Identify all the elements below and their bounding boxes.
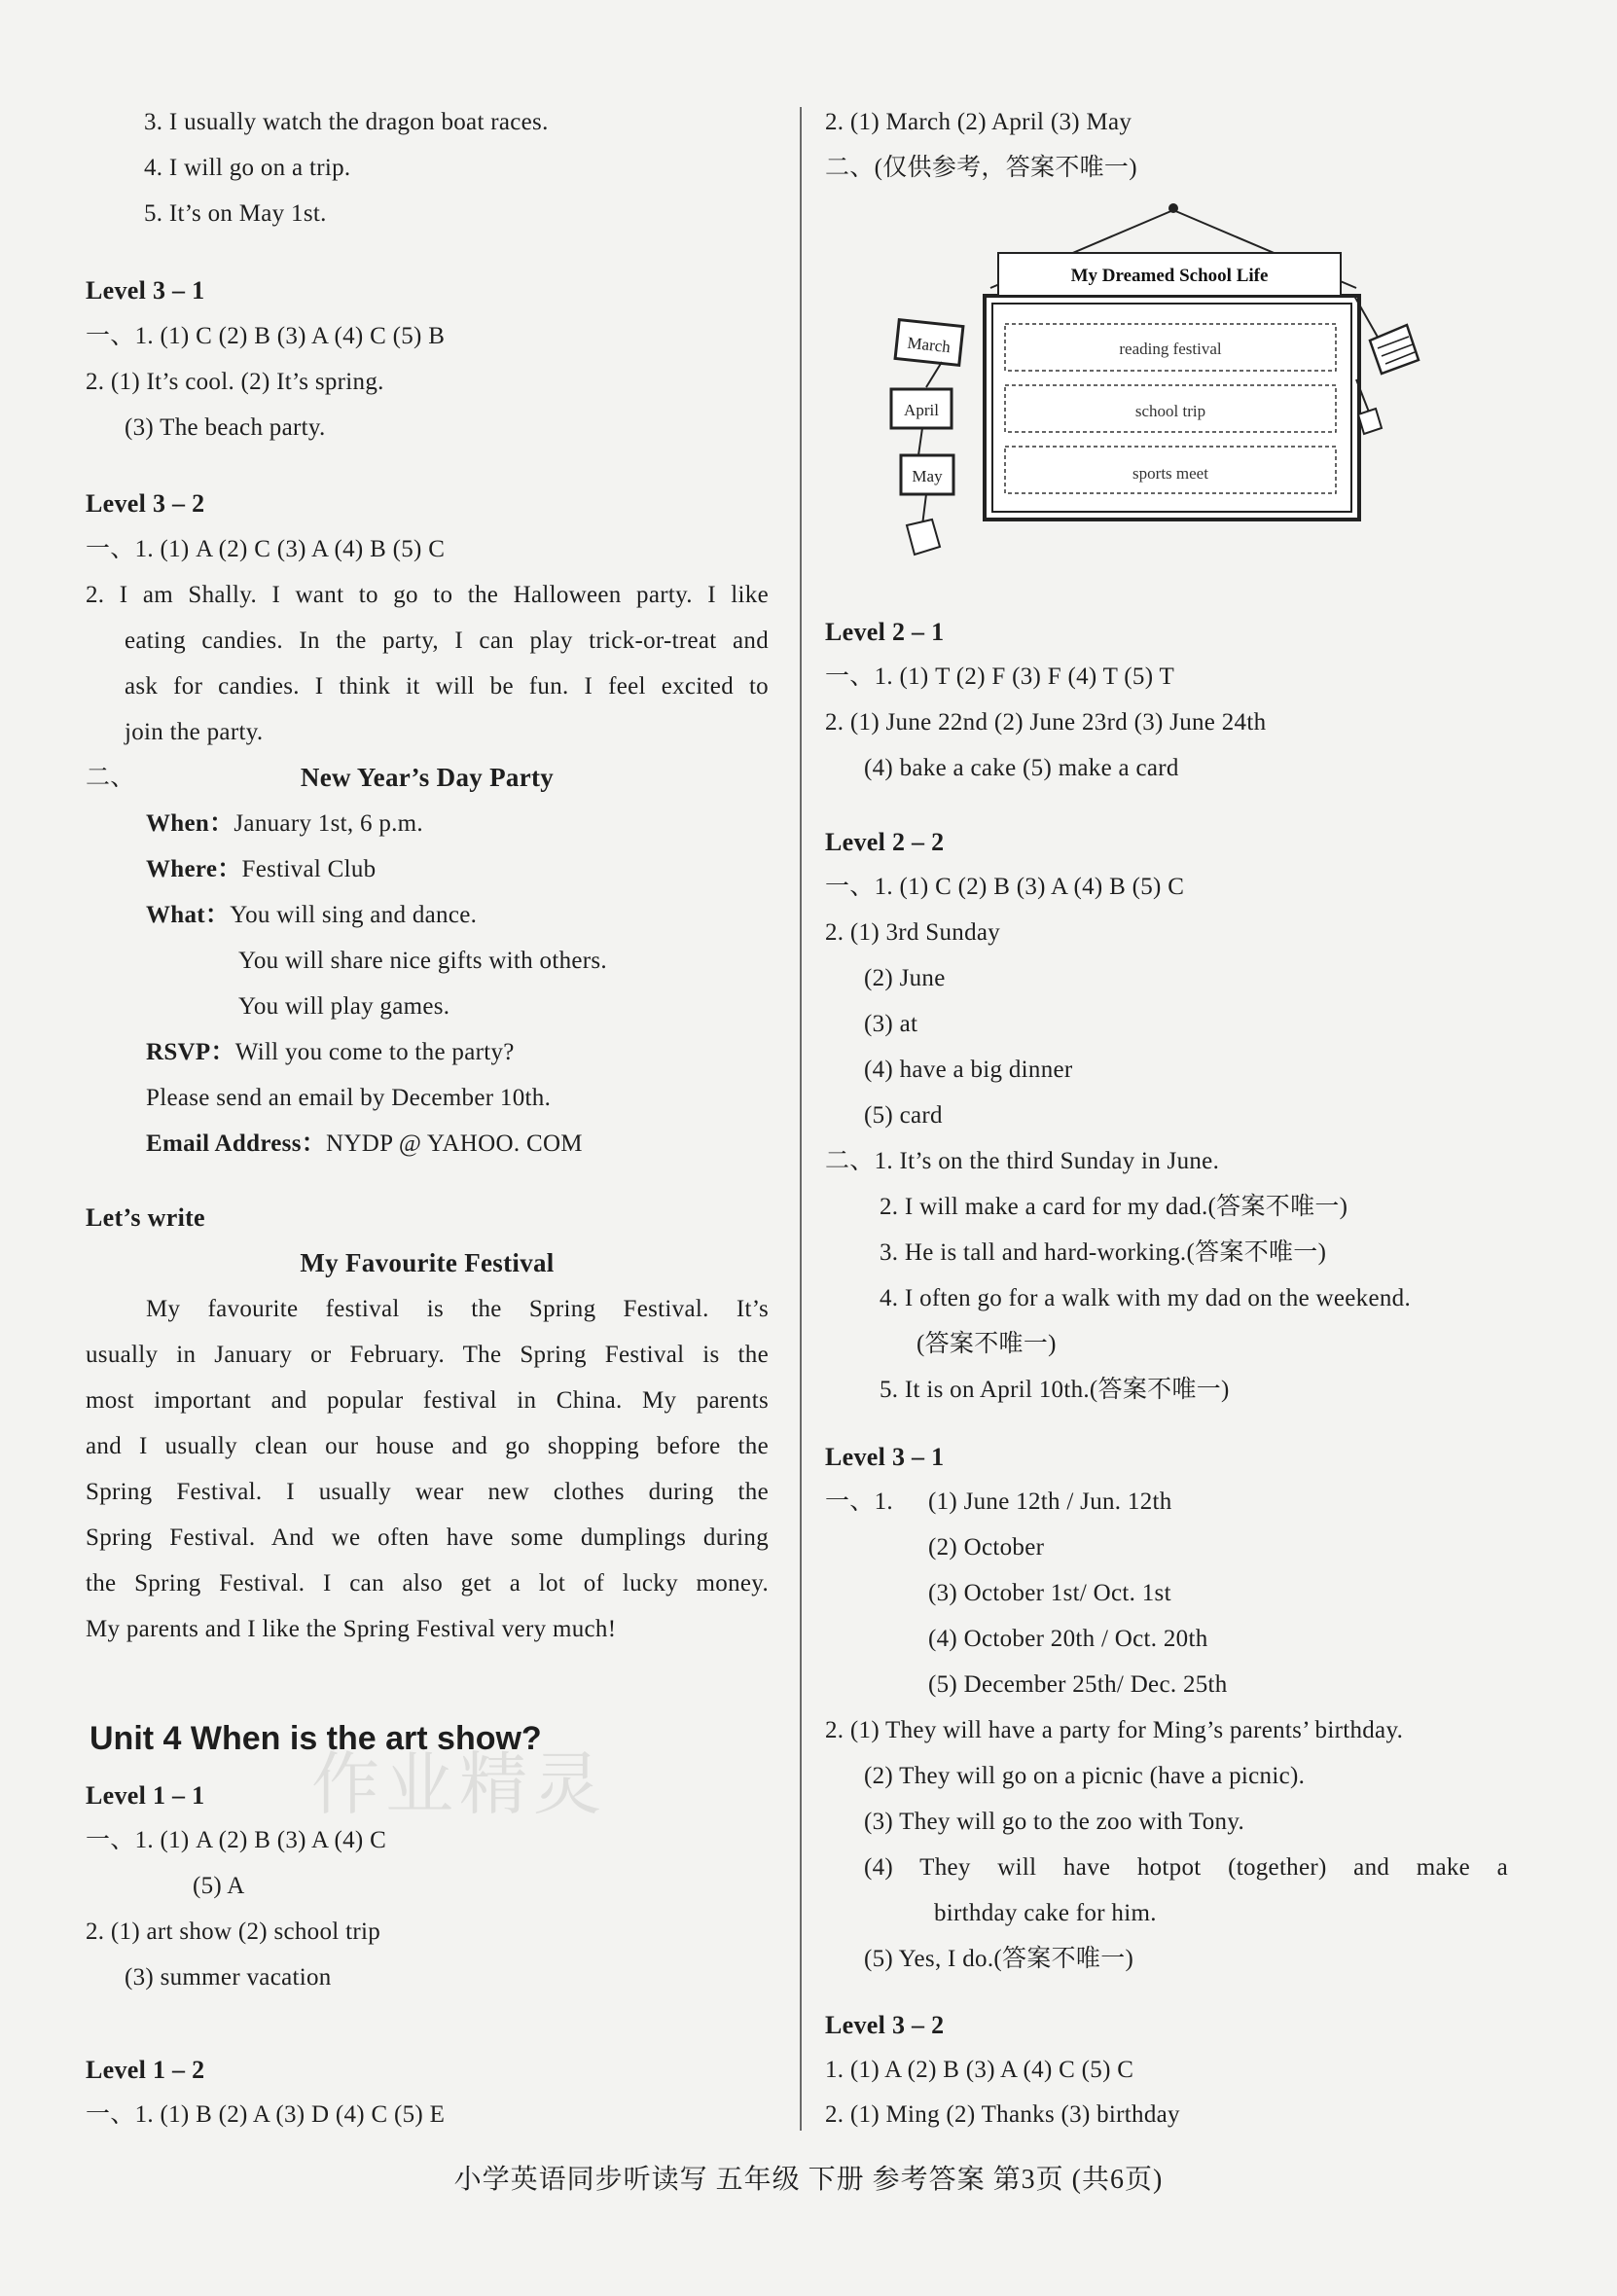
answer-line: (2) June bbox=[864, 965, 946, 991]
essay-line: Spring Festival. I usually wear new clothes during the bbox=[86, 1479, 769, 1505]
level-heading: Level 1 – 1 bbox=[86, 1781, 205, 1810]
essay-line: My parents and I like the Spring Festival very much! bbox=[86, 1616, 617, 1642]
answer-line: 4. I will go on a trip. bbox=[144, 155, 351, 181]
rsvp-value: Will you come to the party? bbox=[234, 1039, 515, 1065]
level-heading: Level 3 – 2 bbox=[825, 2011, 945, 2039]
answer-line: 5. It’s on May 1st. bbox=[144, 200, 327, 227]
answer-line: (3) October 1st/ Oct. 1st bbox=[928, 1580, 1171, 1606]
answer-line: (4) have a big dinner bbox=[864, 1057, 1073, 1083]
paragraph-line: ask for candies. I think it will be fun. I feel excited to bbox=[125, 673, 769, 700]
answer-line: 2. (1) 3rd Sunday bbox=[825, 919, 1001, 946]
answer-line: 二、1. It’s on the third Sunday in June. bbox=[825, 1148, 1220, 1174]
answer-line: (5) Yes, I do.(答案不唯一) bbox=[864, 1946, 1134, 1972]
invitation-rsvp bbox=[146, 1037, 515, 1068]
invitation-when bbox=[146, 808, 423, 840]
column-divider bbox=[800, 107, 802, 2131]
answer-line: (2) They will go on a picnic (have a picnic). bbox=[864, 1763, 1306, 1789]
hanging-nail bbox=[1168, 203, 1178, 213]
answer-line: 一、1. (1) B (2) A (3) D (4) C (5) E bbox=[86, 2101, 446, 2128]
what-label: What： bbox=[146, 902, 231, 928]
essay-line: Spring Festival. And we often have some dumplings during bbox=[86, 1525, 769, 1551]
answer-line: (答案不唯一) bbox=[916, 1331, 1057, 1357]
month-tag-march bbox=[895, 320, 963, 387]
tag-label: May bbox=[912, 467, 943, 485]
when-value: January 1st, 6 p.m. bbox=[234, 810, 423, 837]
answer-line: 4. I often go for a walk with my dad on the weekend. bbox=[880, 1285, 1412, 1311]
answer-line: 2. (1) Ming (2) Thanks (3) birthday bbox=[825, 2101, 1180, 2128]
watermark: 作业精灵 bbox=[311, 1744, 607, 1824]
what-value: You will sing and dance. bbox=[230, 902, 478, 928]
answer-line: 2. (1) They will have a party for Ming’s parents’ birthday. bbox=[825, 1717, 1404, 1743]
answer-line: (3) at bbox=[864, 1011, 918, 1037]
email-value: NYDP @ YAHOO. COM bbox=[326, 1130, 583, 1157]
rsvp-label: RSVP： bbox=[146, 1039, 235, 1065]
what-value: You will play games. bbox=[238, 993, 450, 1020]
school-life-board bbox=[883, 195, 1506, 584]
essay-line: My favourite festival is the Spring Festival. It’s bbox=[146, 1296, 769, 1322]
tag-label: March bbox=[906, 333, 952, 357]
essay-line: usually in January or February. The Spring Festival is the bbox=[86, 1342, 769, 1368]
answer-line: 3. He is tall and hard-working.(答案不唯一) bbox=[880, 1239, 1327, 1266]
answer-line: 一、1. bbox=[825, 1489, 893, 1515]
where-value: Festival Club bbox=[241, 856, 377, 882]
level-heading: Level 3 – 1 bbox=[86, 276, 205, 305]
answer-line: (4) They will have hotpot (together) and make a bbox=[864, 1854, 1508, 1881]
answer-line: 一、1. (1) C (2) B (3) A (4) C (5) B bbox=[86, 323, 446, 349]
board-row-text: reading festival bbox=[1119, 340, 1222, 358]
answer-line: 2. (1) March (2) April (3) May bbox=[825, 109, 1132, 135]
answer-line: 1. (1) A (2) B (3) A (4) C (5) C bbox=[825, 2057, 1134, 2083]
level-heading: Level 2 – 1 bbox=[825, 618, 945, 646]
paper-tags-right bbox=[1354, 296, 1419, 434]
unit-title: Unit 4 When is the art show? bbox=[90, 1720, 542, 1757]
paper-tag bbox=[907, 520, 940, 555]
answer-line: (3) They will go to the zoo with Tony. bbox=[864, 1809, 1245, 1835]
answer-line: 二、(仅供参考，答案不唯一) bbox=[825, 155, 1137, 181]
tag-string bbox=[926, 362, 942, 387]
answer-line: (4) October 20th / Oct. 20th bbox=[928, 1626, 1208, 1652]
essay-line: most important and popular festival in China. My parents bbox=[86, 1387, 769, 1414]
answer-line: 5. It is on April 10th.(答案不唯一) bbox=[880, 1377, 1230, 1403]
page-footer: 小学英语同步听读写 五年级 下册 参考答案 第3页 (共6页) bbox=[453, 2165, 1164, 2195]
level-heading: Level 3 – 1 bbox=[825, 1443, 945, 1471]
paragraph-line: join the party. bbox=[125, 719, 264, 745]
essay-title: My Favourite Festival bbox=[300, 1248, 555, 1277]
month-tag-may bbox=[901, 455, 953, 525]
section-number: 二、 bbox=[86, 765, 135, 791]
answer-line: 2. (1) art show (2) school trip bbox=[86, 1919, 380, 1945]
answer-line: 一、1. (1) A (2) B (3) A (4) C bbox=[86, 1827, 387, 1853]
answer-line: (1) June 12th / Jun. 12th bbox=[928, 1489, 1172, 1515]
answer-line: 2. (1) It’s cool. (2) It’s spring. bbox=[86, 369, 384, 395]
board-row-text: school trip bbox=[1134, 402, 1206, 420]
paragraph-line: eating candies. In the party, I can play trick-or-treat and bbox=[125, 628, 769, 654]
where-label: Where： bbox=[146, 856, 242, 882]
answer-line: (2) October bbox=[928, 1534, 1045, 1561]
invitation-email bbox=[146, 1129, 583, 1160]
answer-line: 3. I usually watch the dragon boat races. bbox=[144, 109, 549, 135]
level-heading: Level 2 – 2 bbox=[825, 828, 945, 856]
section-heading: Let’s write bbox=[86, 1203, 205, 1232]
paper-tag bbox=[1370, 325, 1419, 374]
answer-line: (5) December 25th/ Dec. 25th bbox=[928, 1671, 1228, 1698]
answer-line: (3) summer vacation bbox=[125, 1964, 332, 1991]
essay-line: and I usually clean our house and go shopping before the bbox=[86, 1433, 769, 1459]
answer-line: birthday cake for him. bbox=[934, 1900, 1157, 1926]
what-value: You will share nice gifts with others. bbox=[238, 948, 607, 974]
tag-label: April bbox=[904, 401, 939, 419]
level-heading: Level 1 – 2 bbox=[86, 2056, 205, 2084]
answer-line: 2. I will make a card for my dad.(答案不唯一) bbox=[880, 1194, 1348, 1220]
paper-tag bbox=[1358, 409, 1382, 434]
email-label: Email Address： bbox=[146, 1130, 327, 1157]
invitation-what bbox=[146, 900, 477, 931]
answer-line: (4) bake a cake (5) make a card bbox=[864, 755, 1179, 781]
paragraph-line: 2. I am Shally. I want to go to the Halloween party. I like bbox=[86, 582, 769, 608]
answer-line: 一、1. (1) C (2) B (3) A (4) B (5) C bbox=[825, 874, 1185, 900]
tag-string bbox=[918, 428, 922, 455]
answer-line: 2. (1) June 22nd (2) June 23rd (3) June 24th bbox=[825, 709, 1267, 735]
invitation-send: Please send an email by December 10th. bbox=[146, 1085, 552, 1111]
invitation-where bbox=[146, 854, 376, 885]
level-heading: Level 3 – 2 bbox=[86, 489, 205, 518]
answer-line: 一、1. (1) A (2) C (3) A (4) B (5) C bbox=[86, 536, 446, 562]
answer-line: (5) card bbox=[864, 1102, 943, 1129]
essay-line: the Spring Festival. I can also get a lot of lucky money. bbox=[86, 1570, 769, 1596]
board-row-text: sports meet bbox=[1132, 464, 1208, 483]
answer-line: 一、1. (1) T (2) F (3) F (4) T (5) T bbox=[825, 664, 1175, 690]
month-tag-april bbox=[891, 389, 952, 455]
answer-line: (5) A bbox=[193, 1873, 245, 1899]
board-title: My Dreamed School Life bbox=[1070, 266, 1269, 286]
answer-line: (3) The beach party. bbox=[125, 414, 326, 441]
invitation-title: New Year’s Day Party bbox=[300, 763, 555, 792]
paper-tag-bottom bbox=[907, 520, 940, 555]
when-label: When： bbox=[146, 810, 234, 837]
